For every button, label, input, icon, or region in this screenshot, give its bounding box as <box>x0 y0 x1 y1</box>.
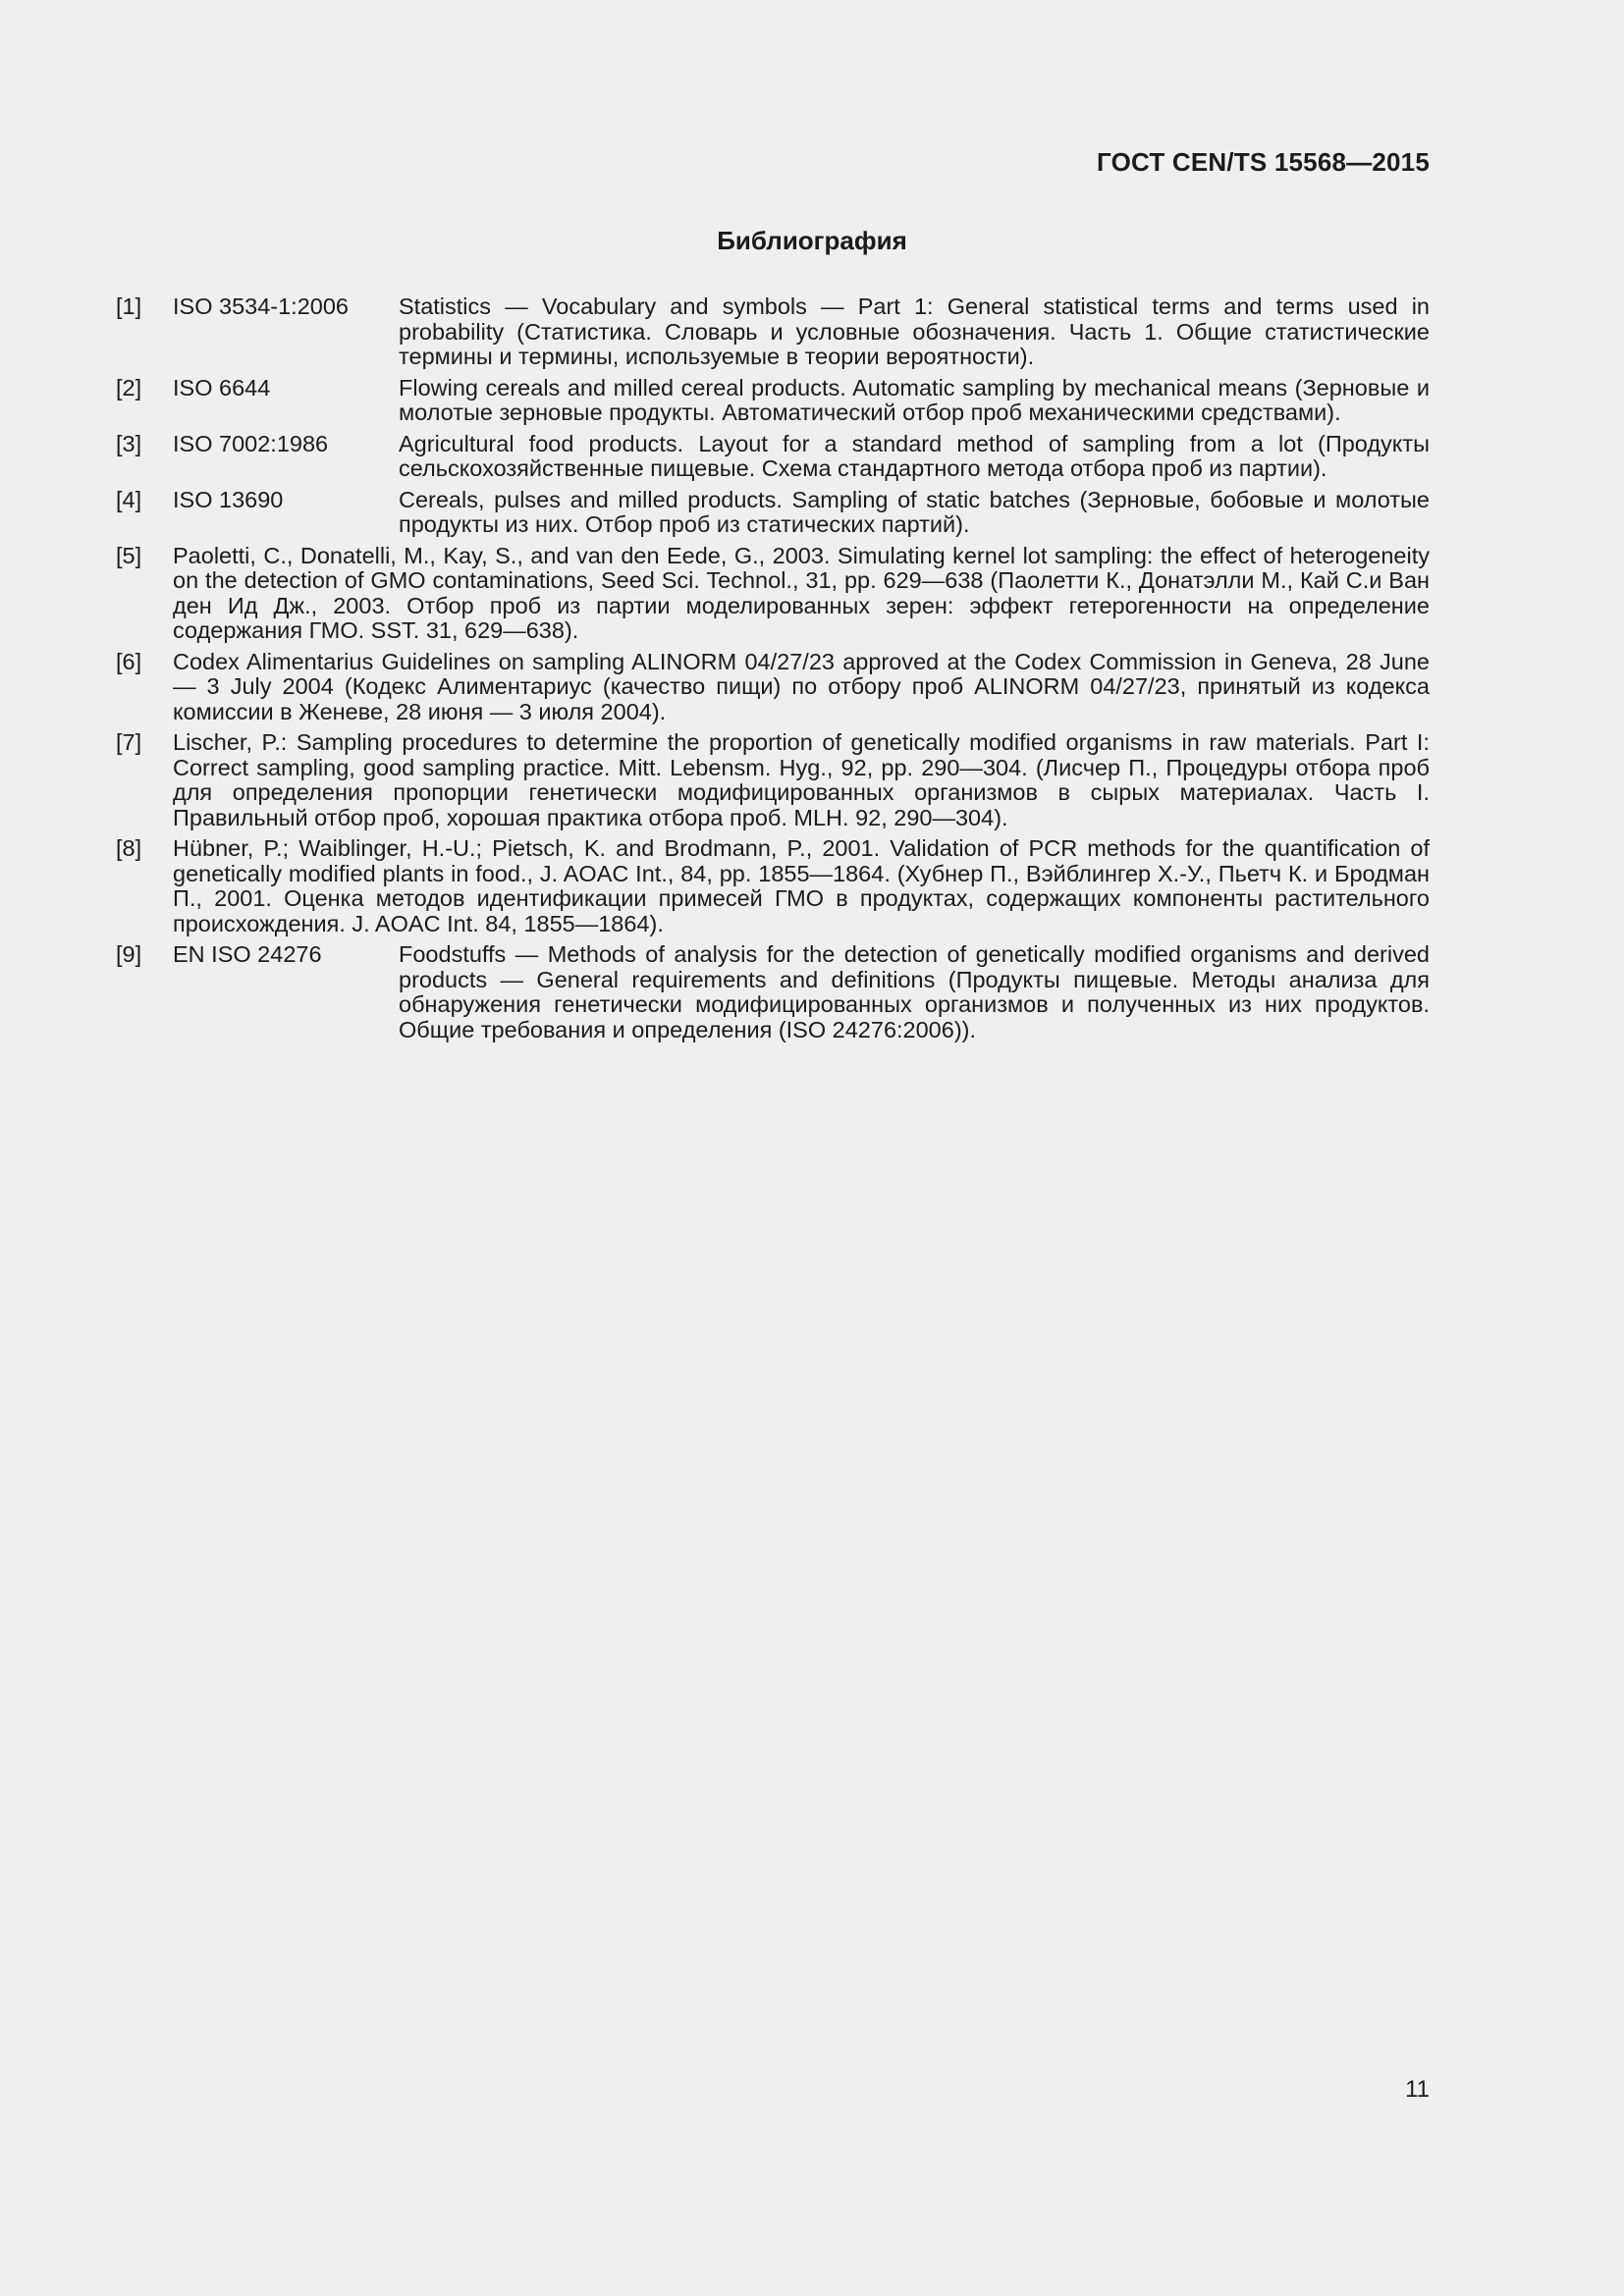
entry-number: [7] <box>116 729 142 755</box>
bibliography-entry <box>116 294 1430 370</box>
bibliography-entry <box>116 432 1430 482</box>
entry-number: [4] <box>116 486 142 512</box>
entry-standard-code: ISO 7002:1986 <box>173 430 329 456</box>
entry-standard-code: ISO 6644 <box>173 374 271 400</box>
bibliography-list <box>116 294 1430 1048</box>
document-code: ГОСТ CEN/TS 15568—2015 <box>1097 147 1430 177</box>
section-title: Библиография <box>717 226 907 255</box>
entry-number: [8] <box>116 835 142 861</box>
entry-text: Statistics — Vocabulary and symbols — Part 1: General statistical terms and terms used in probability (Статистика. Словарь и условные обозначения. Часть 1. Общие статистические термины и термины, используемые в теории вероятности). <box>399 294 1430 369</box>
entry-text: Lischer, P.: Sampling procedures to determine the proportion of genetically modified organisms in raw materials. Part I: Correct sampling, good sampling practice. Mitt. Lebensm. Hyg., 92, pp. 290—304. (Лисчер П., Процедуры отбора проб для определения пропорции генетически модифицированных организмов в сырых материалах. Часть I. Правильный отбор проб, хорошая практика отбора проб. MLH. 92, 290—304). <box>173 729 1430 830</box>
entry-standard-code: ISO 3534-1:2006 <box>173 294 349 319</box>
bibliography-entry <box>116 544 1430 644</box>
bibliography-entry <box>116 376 1430 426</box>
entry-text: Flowing cereals and milled cereal products. Automatic sampling by mechanical means (Зерновые и молотые зерновые продукты. Автоматический отбор проб механическими средствами). <box>399 374 1430 425</box>
entry-number: [9] <box>116 941 142 967</box>
bibliography-entry <box>116 942 1430 1042</box>
entry-number: [5] <box>116 542 142 568</box>
bibliography-entry <box>116 650 1430 725</box>
entry-standard-code: ISO 13690 <box>173 486 284 512</box>
page-number: 11 <box>1405 2076 1430 2103</box>
bibliography-entry <box>116 730 1430 830</box>
entry-number: [6] <box>116 648 142 674</box>
bibliography-entry <box>116 488 1430 538</box>
entry-number: [1] <box>116 294 142 319</box>
entry-number: [3] <box>116 430 142 456</box>
entry-text: Cereals, pulses and milled products. Sampling of static batches (Зерновые, бобовые и молотые продукты из них. Отбор проб из статических партий). <box>399 486 1430 537</box>
entry-standard-code: EN ISO 24276 <box>173 941 322 967</box>
entry-text: Hübner, P.; Waiblinger, H.-U.; Pietsch, K. and Brodmann, P., 2001. Validation of PCR methods for the quantification of genetically modified plants in food., J. AOAC Int., 84, pp. 1855—1864. (Хубнер П., Вэйблингер Х.-У., Пьетч К. и Бродман П., 2001. Оценка методов идентификации примесей ГМО в продуктах, содержащих компоненты растительного происхождения. J. AOAC Int. 84, 1855—1864). <box>173 835 1430 936</box>
entry-text: Codex Alimentarius Guidelines on sampling ALINORM 04/27/23 approved at the Codex Commission in Geneva, 28 June — 3 July 2004 (Кодекс Алиментариус (качество пищи) по отбору проб ALINORM 04/27/23, принятый из кодекса комиссии в Женеве, 28 июня — 3 июля 2004). <box>173 648 1430 724</box>
entry-text: Agricultural food products. Layout for a standard method of sampling from a lot (Продукты сельскохозяйственные пищевые. Схема стандартного метода отбора проб из партии). <box>399 430 1430 481</box>
bibliography-entry <box>116 836 1430 936</box>
entry-text: Paoletti, C., Donatelli, M., Kay, S., and van den Eede, G., 2003. Simulating kernel lot sampling: the effect of heterogeneity on the detection of GMO contaminations, Seed Sci. Technol., 31, pp. 629—638 (Паолетти К., Донатэлли М., Кай С.и Ван ден Ид Дж., 2003. Отбор проб из партии моделированных зерен: эффект гетерогенности на определение содержания ГМО. SST. 31, 629—638). <box>173 542 1430 643</box>
entry-number: [2] <box>116 374 142 400</box>
entry-text: Foodstuffs — Methods of analysis for the detection of genetically modified organisms and derived products — General requirements and definitions (Продукты пищевые. Методы анализа для обнаружения генетически модифицированных организмов и полученных из них продуктов. Общие требования и определения (ISO 24276:2006)). <box>399 941 1430 1042</box>
